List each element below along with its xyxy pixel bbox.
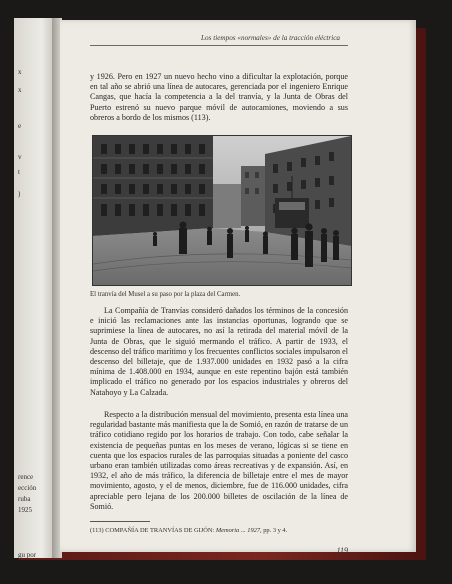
facing-page-fragment: gu por bbox=[18, 551, 37, 558]
paragraph-3 bbox=[90, 410, 348, 512]
facing-page-fragment: 1925 bbox=[18, 506, 32, 514]
footnote-ref: (113) COMPAÑÍA DE TRANVÍAS DE GIJÓN: bbox=[90, 527, 215, 534]
facing-page-fragment: ección bbox=[18, 484, 37, 492]
paragraph-text: La Compañía de Tranvías consideró dañados los términos de la concesión e inició las reclamaciones ante las instancias oportunas, logrando que se suprimiese la línea de autocares, no así la retirada del material móvil de la Junta de Obras, que le siguió mermando el tráfico. A partir de 1933, el descenso del tráfico marítimo y los frecuentes conflictos sociales impulsaron el descenso del billetaje, que de 1.937.000 unidades en 1932 pasó a la cifra mínima de 1.408.000 en 1934, aunque en este repentino bajón está también implicado el tráfico no generado por los espacios industriales y obreros del Natahoyo y La Calzada. bbox=[90, 306, 348, 397]
intro-paragraph bbox=[90, 72, 348, 123]
facing-page-fragment: v bbox=[18, 153, 22, 161]
paragraph-2 bbox=[90, 306, 348, 398]
facing-page-fragment: t bbox=[18, 168, 20, 176]
facing-page-fragment: ) bbox=[18, 190, 21, 198]
footnote-rule bbox=[90, 521, 150, 522]
facing-page-fragment: rence bbox=[18, 473, 34, 481]
header-rule bbox=[90, 45, 348, 46]
footnote-pages: , pp. 3 y 4. bbox=[260, 527, 288, 534]
facing-page-fragment: x bbox=[18, 86, 22, 94]
photo-caption: El tranvía del Musel a su paso por la plaza del Carmen. bbox=[90, 291, 241, 298]
page-number: 119 bbox=[336, 546, 348, 555]
facing-page-fragment: ruba bbox=[18, 495, 31, 503]
paragraph-text: y 1926. Pero en 1927 un nuevo hecho vino a dificultar la explotación, porque en tal año se abrió una línea de autocares, gerenciada por el ingeniero Enrique Cangas, que hacía la competencia a la del tranvía, y la Junta de Obras del Puerto estrenó su nuevo parque móvil de autocamiones, moviendo a sus obreros a bordo de los mismos (113). bbox=[90, 72, 348, 122]
running-head: Los tiempos «normales» de la tracción eléctrica bbox=[201, 34, 340, 42]
footnote-title: Memoria ... 1927 bbox=[215, 527, 261, 534]
facing-page bbox=[14, 18, 54, 558]
facing-page-fragment: e bbox=[18, 122, 22, 130]
facing-page-fragment: x bbox=[18, 68, 22, 76]
paragraph-text: Respecto a la distribución mensual del movimiento, presenta esta línea una regularidad bastante más manifiesta que la de Somió, en razón de tratarse de un tráfico cotidiano regido por los horarios de trabajo. Con todo, cabe señalar la existencia de pequeñas puntas en los meses de verano, lógicas si se tiene en cuenta que los espacios rurales de las parroquias situadas a poniente del casco urbano eran también utilizadas como áreas recreativas y de expansión. Así, en 1932, el año de más tráfico, la diferencia de billetaje entre el mes de mayor movimiento, agosto, y el de menos, diciembre, fue de 116.000 unidades, cifra apreciable pero lejana de los 200.000 billetes de oscilación de la línea de Somió. bbox=[90, 410, 348, 511]
historic-photo bbox=[92, 135, 352, 286]
street-scene-illustration bbox=[93, 136, 351, 285]
footnote bbox=[90, 527, 348, 534]
